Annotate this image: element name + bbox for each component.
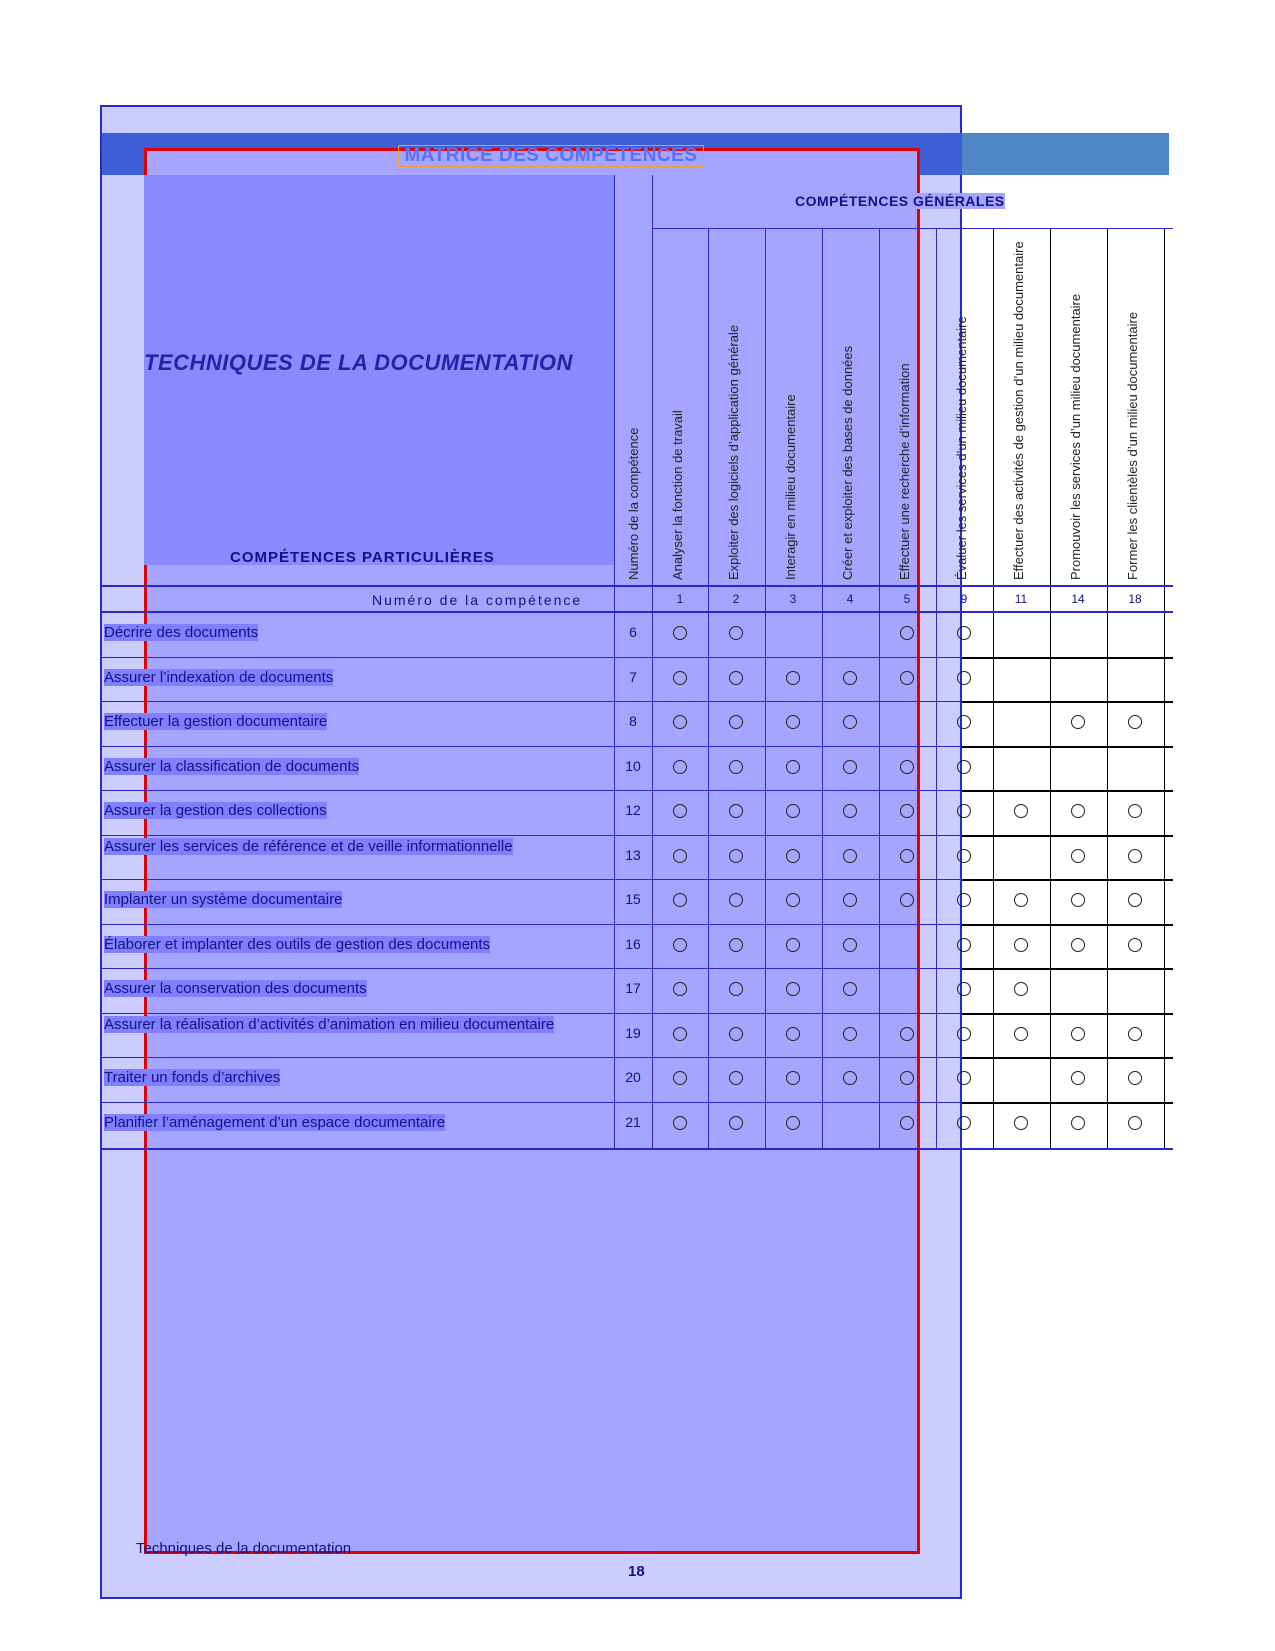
competency-row-number: 12 xyxy=(625,802,641,819)
grid-line xyxy=(102,1013,962,1014)
competency-row-number: 15 xyxy=(625,891,641,908)
grid-line xyxy=(879,228,880,1148)
competency-row-number: 20 xyxy=(625,1069,641,1086)
competency-mark xyxy=(1071,849,1085,863)
grid-line xyxy=(936,228,937,1148)
general-competency-number: 5 xyxy=(903,592,911,606)
competency-mark xyxy=(900,1116,914,1130)
competency-mark xyxy=(957,849,971,863)
competency-row-number: 6 xyxy=(629,624,637,641)
general-competency-number: 2 xyxy=(732,592,740,606)
title-banner-extension xyxy=(962,133,1169,175)
competency-mark xyxy=(786,671,800,685)
competency-mark xyxy=(957,1116,971,1130)
grid-line xyxy=(102,1057,962,1058)
competency-row-number: 21 xyxy=(625,1113,641,1130)
general-competency-header: Effectuer des activités de gestion d’un milieu documentaire xyxy=(1011,241,1026,580)
competency-mark xyxy=(1071,715,1085,729)
competency-mark xyxy=(843,671,857,685)
competency-mark xyxy=(673,760,687,774)
general-competency-number: 9 xyxy=(960,592,968,606)
competency-mark xyxy=(1128,715,1142,729)
grid-line xyxy=(962,924,1173,926)
grid-line xyxy=(102,746,962,747)
grid-line xyxy=(822,228,823,1148)
competency-mark xyxy=(673,1027,687,1041)
competency-mark xyxy=(1071,893,1085,907)
competency-mark xyxy=(1071,1027,1085,1041)
competency-mark xyxy=(843,760,857,774)
grid-line xyxy=(993,228,994,1148)
general-competencies-label: COMPÉTENCES GÉNÉRALES xyxy=(795,193,1005,209)
page-number: 18 xyxy=(628,1563,645,1580)
competency-mark xyxy=(786,1116,800,1130)
grid-line xyxy=(102,611,1173,613)
competency-mark xyxy=(957,804,971,818)
competency-mark xyxy=(1014,804,1028,818)
competency-mark xyxy=(1071,1071,1085,1085)
competency-mark xyxy=(786,849,800,863)
competency-row-number: 8 xyxy=(629,713,637,730)
grid-line xyxy=(962,1013,1173,1015)
competency-mark xyxy=(729,671,743,685)
competency-mark xyxy=(957,715,971,729)
general-competency-number: 18 xyxy=(1128,592,1142,606)
competency-mark xyxy=(1128,893,1142,907)
general-competency-number: 3 xyxy=(789,592,797,606)
footer-program: Techniques de la documentation xyxy=(136,1540,352,1557)
grid-line xyxy=(614,175,615,1148)
competency-mark xyxy=(673,671,687,685)
grid-line xyxy=(1050,228,1051,1148)
competency-row-label: Assurer la gestion des collections xyxy=(104,802,327,820)
competency-row-label: Planifier l’aménagement d’un espace documentaire xyxy=(104,1113,446,1131)
competency-mark xyxy=(1128,938,1142,952)
competency-mark xyxy=(729,849,743,863)
competency-mark xyxy=(673,849,687,863)
competency-row-label: Assurer l’indexation de documents xyxy=(104,668,334,686)
competency-mark xyxy=(957,1071,971,1085)
grid-line xyxy=(102,1148,1173,1150)
general-competency-header: Analyser la fonction de travail xyxy=(670,410,685,580)
competency-mark xyxy=(900,849,914,863)
grid-line xyxy=(102,585,1173,587)
number-row-label: Numéro de la compétence xyxy=(372,592,583,608)
grid-line xyxy=(962,701,1173,703)
competency-mark xyxy=(1128,1071,1142,1085)
grid-line xyxy=(962,835,1173,837)
competency-mark xyxy=(786,760,800,774)
general-competency-number: 14 xyxy=(1071,592,1085,606)
competency-mark xyxy=(729,1116,743,1130)
competency-mark xyxy=(729,760,743,774)
grid-line xyxy=(962,746,1173,748)
competency-mark xyxy=(1128,804,1142,818)
competency-mark xyxy=(673,1116,687,1130)
competency-mark xyxy=(1128,1027,1142,1041)
grid-line xyxy=(102,835,962,836)
competency-mark xyxy=(900,760,914,774)
competency-row-label: Implanter un système documentaire xyxy=(104,891,343,909)
general-competency-header: Exploiter des logiciels d’application générale xyxy=(726,324,741,580)
competency-row-label: Assurer la réalisation d’activités d’animation en milieu documentaire xyxy=(104,1015,555,1033)
number-column-header: Numéro de la compétence xyxy=(626,427,641,580)
competency-mark xyxy=(1014,938,1028,952)
competency-row-number: 16 xyxy=(625,935,641,952)
grid-line xyxy=(102,1102,962,1103)
grid-line xyxy=(1107,228,1108,1148)
competency-mark xyxy=(1014,1116,1028,1130)
competency-mark xyxy=(1071,804,1085,818)
grid-line xyxy=(962,879,1173,881)
program-title: TECHNIQUES DE LA DOCUMENTATION xyxy=(144,350,573,375)
general-competency-header: Évaluer les services d’un milieu documentaire xyxy=(954,316,969,580)
grid-line xyxy=(962,790,1173,792)
general-competency-number: 4 xyxy=(846,592,854,606)
grid-line xyxy=(765,228,766,1148)
grid-line xyxy=(962,1102,1173,1104)
grid-line xyxy=(102,657,962,658)
general-competency-header: Effectuer une recherche d’information xyxy=(897,363,912,580)
competency-row-label: Assurer les services de référence et de veille informationnelle xyxy=(104,837,513,855)
grid-line xyxy=(652,228,1173,229)
competency-mark xyxy=(1014,1027,1028,1041)
grid-line xyxy=(962,968,1173,970)
competency-mark xyxy=(786,1027,800,1041)
competency-row-number: 17 xyxy=(625,980,641,997)
competency-mark xyxy=(1014,982,1028,996)
competency-mark xyxy=(1128,1116,1142,1130)
banner-title: MATRICE DES COMPÉTENCES xyxy=(398,145,704,167)
competency-row-number: 13 xyxy=(625,846,641,863)
competency-mark xyxy=(673,938,687,952)
competency-row-label: Assurer la conservation des documents xyxy=(104,980,367,998)
grid-line xyxy=(962,657,1173,659)
general-competency-number: 1 xyxy=(676,592,684,606)
competency-mark xyxy=(1071,938,1085,952)
competency-mark xyxy=(786,938,800,952)
grid-line xyxy=(1164,228,1165,1148)
general-competency-number: 11 xyxy=(1014,592,1028,606)
competency-mark xyxy=(729,938,743,952)
competency-mark xyxy=(1014,893,1028,907)
competency-mark xyxy=(1071,1116,1085,1130)
competency-mark xyxy=(729,1027,743,1041)
general-competency-header: Interagir en milieu documentaire xyxy=(783,394,798,580)
competency-mark xyxy=(843,938,857,952)
competency-mark xyxy=(957,671,971,685)
competency-row-number: 7 xyxy=(629,668,637,685)
competency-mark xyxy=(843,849,857,863)
grid-line xyxy=(102,790,962,791)
grid-line xyxy=(962,1057,1173,1059)
competency-mark xyxy=(957,760,971,774)
competency-row-label: Effectuer la gestion documentaire xyxy=(104,713,328,731)
competency-mark xyxy=(957,982,971,996)
grid-line xyxy=(102,701,962,702)
competency-mark xyxy=(900,1027,914,1041)
competency-mark xyxy=(900,671,914,685)
competency-mark xyxy=(843,1027,857,1041)
grid-line xyxy=(102,924,962,925)
grid-line xyxy=(708,228,709,1148)
general-competency-header: Créer et exploiter des bases de données xyxy=(840,345,855,580)
competency-mark xyxy=(957,938,971,952)
grid-line xyxy=(102,968,962,969)
competency-row-label: Décrire des documents xyxy=(104,624,259,642)
competency-row-label: Assurer la classification de documents xyxy=(104,757,360,775)
general-competency-header: Former les clientèles d’un milieu documentaire xyxy=(1125,311,1140,580)
particular-competencies-label: COMPÉTENCES PARTICULIÈRES xyxy=(230,549,495,566)
competency-row-number: 10 xyxy=(625,757,641,774)
grid-line xyxy=(102,879,962,880)
competency-row-number: 19 xyxy=(625,1024,641,1041)
competency-mark xyxy=(957,1027,971,1041)
competency-mark xyxy=(1128,849,1142,863)
competency-mark xyxy=(957,626,971,640)
competency-row-label: Traiter un fonds d’archives xyxy=(104,1069,281,1087)
competency-mark xyxy=(957,893,971,907)
general-competency-header: Promouvoir les services d’un milieu documentaire xyxy=(1068,293,1083,580)
grid-line xyxy=(652,175,653,1148)
competency-row-label: Élaborer et implanter des outils de gestion des documents xyxy=(104,935,491,953)
